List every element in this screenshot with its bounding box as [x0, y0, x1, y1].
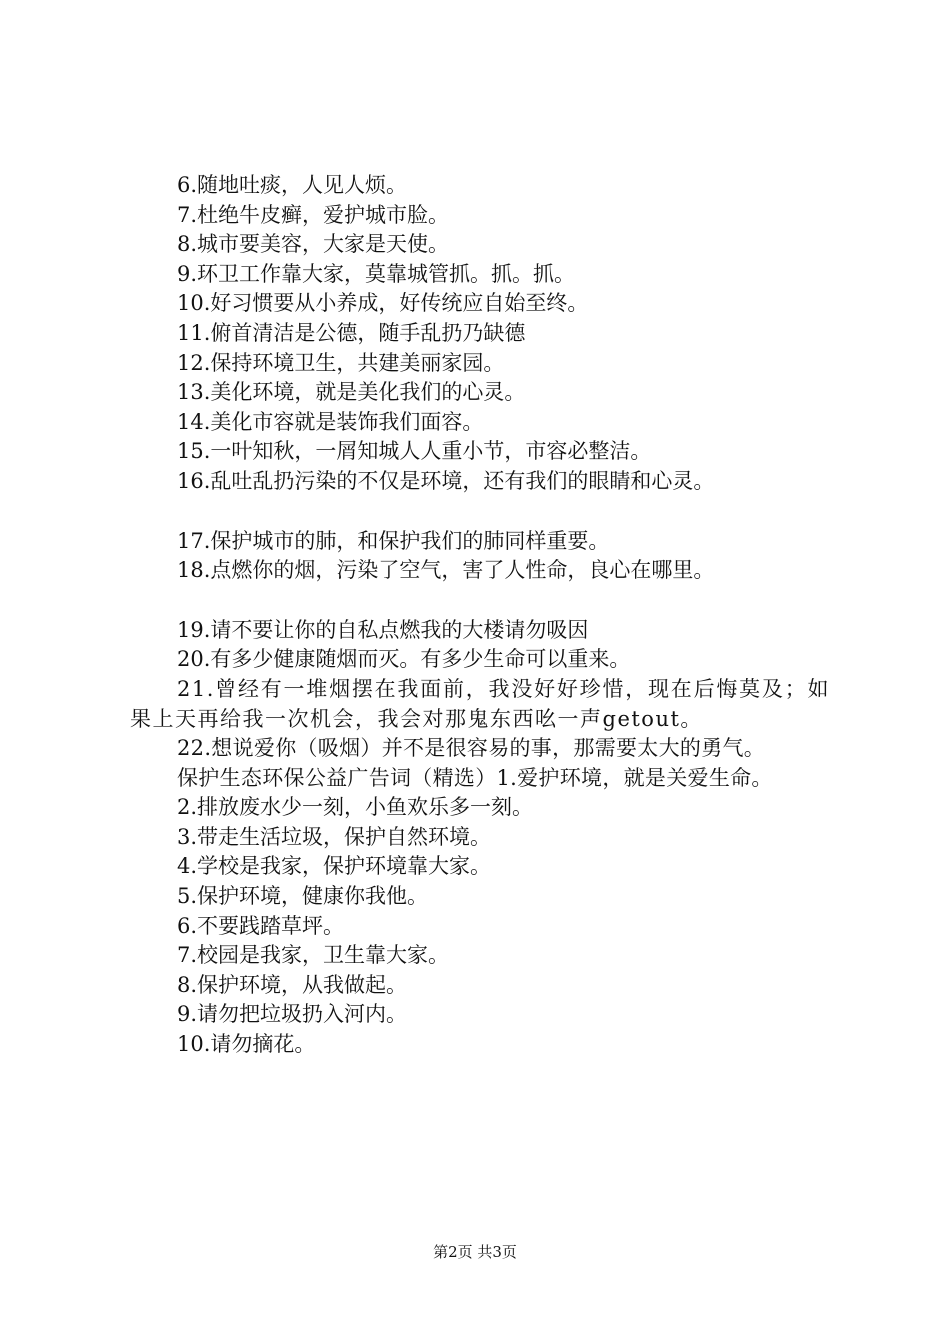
slogan-line: 14.美化市容就是装饰我们面容。 [177, 409, 484, 434]
slogan-line: 9.环卫工作靠大家，莫靠城管抓。抓。抓。 [177, 261, 576, 286]
slogan-line: 20.有多少健康随烟而灭。有多少生命可以重来。 [177, 647, 631, 672]
slogan-line: 6.不要践踏草坪。 [177, 913, 345, 938]
slogan-line: 7.校园是我家，卫生靠大家。 [177, 943, 450, 968]
paragraph-gap [130, 497, 830, 527]
page-number-footer: 第2页 共3页 [433, 1243, 517, 1261]
slogan-line: 7.杜绝牛皮癣，爱护城市脸。 [177, 202, 450, 227]
slogan-line: 18.点燃你的烟，污染了空气，害了人性命，良心在哪里。 [177, 558, 715, 583]
slogan-line: 8.保护环境，从我做起。 [177, 972, 408, 997]
slogan-line: 6.随地吐痰，人见人烦。 [177, 173, 408, 197]
slogan-line: 10.好习惯要从小养成，好传统应自始至终。 [177, 291, 589, 316]
slogan-line: 12.保持环境卫生，共建美丽家园。 [177, 350, 505, 375]
slogan-line: 2.排放废水少一刻，小鱼欢乐多一刻。 [177, 795, 534, 820]
slogan-line: 5.保护环境，健康你我他。 [177, 884, 429, 909]
document-body [130, 171, 830, 1060]
slogan-line: 13.美化环境，就是美化我们的心灵。 [177, 380, 526, 405]
slogan-line: 8.城市要美容，大家是天使。 [177, 232, 450, 257]
slogan-line: 16.乱吐乱扔污染的不仅是环境，还有我们的眼睛和心灵。 [177, 468, 715, 493]
slogan-paragraph: 21.曾经有一堆烟摆在我面前，我没好好珍惜，现在后悔莫及；如果上天再给我一次机会，我会对那鬼东西吆一声getout。 [130, 676, 830, 731]
slogan-line: 15.一叶知秋，一屑知城人人重小节，市容必整洁。 [177, 439, 652, 464]
slogan-line: 3.带走生活垃圾，保护自然环境。 [177, 824, 492, 849]
section-heading-paragraph: 保护生态环保公益广告词（精选）1.爱护环境，就是关爱生命。 [177, 765, 773, 790]
slogan-line: 10.请勿摘花。 [177, 1032, 316, 1057]
slogan-line: 19.请不要让你的自私点燃我的大楼请勿吸因 [177, 617, 589, 642]
slogan-line: 17.保护城市的肺，和保护我们的肺同样重要。 [177, 528, 610, 553]
paragraph-gap [130, 586, 830, 616]
slogan-paragraph: 22.想说爱你（吸烟）并不是很容易的事，那需要太大的勇气。 [177, 736, 766, 761]
slogan-line: 9.请勿把垃圾扔入河内。 [177, 1002, 408, 1027]
slogan-line: 4.学校是我家，保护环境靠大家。 [177, 854, 492, 879]
slogan-line: 11.俯首清洁是公德，随手乱扔乃缺德 [177, 320, 526, 345]
